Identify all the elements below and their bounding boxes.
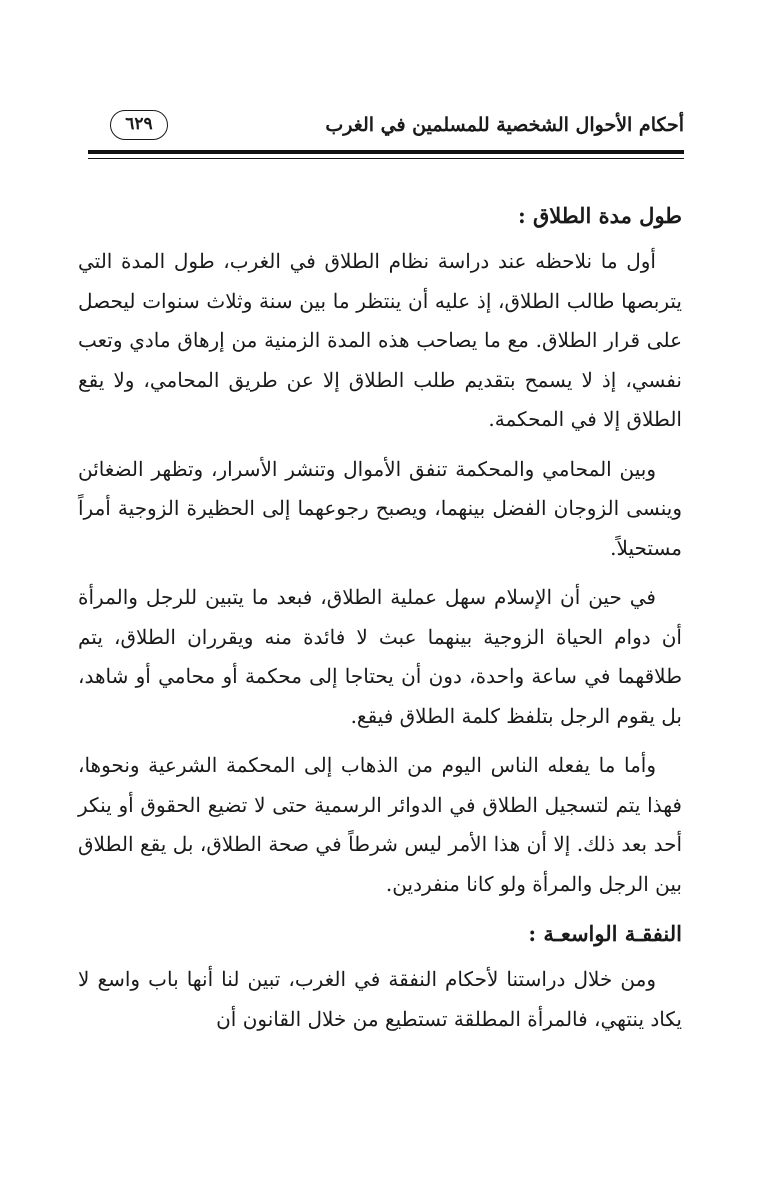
paragraph: ومن خلال دراستنا لأحكام النفقة في الغرب، تبين لنا أنها باب واسع لا يكاد ينتهي، فالمرأة المطلقة تستطيع من خلال القانون أن [78,967,682,1031]
page-body [78,196,682,1049]
header-rule-thin [88,158,684,159]
section-heading-broad-alimony: النفقـة الواسعـة : [528,921,682,946]
running-title: أحكام الأحوال الشخصية للمسلمين في الغرب [325,114,684,136]
paragraph: وبين المحامي والمحكمة تنفق الأموال وتنشر الأسرار، وتظهر الضغائن وينسى الزوجان الفضل بينهما، ويصبح رجوعهما إلى الحظيرة الزوجية أمراً مستحيلاً. [78,456,682,560]
header-rule [88,150,684,154]
paragraph: أول ما نلاحظه عند دراسة نظام الطلاق في الغرب، طول المدة التي يتربصها طالب الطلاق، إذ عليه أن ينتظر ما بين سنة وثلاث سنوات ليحصل على قرار الطلاق. مع ما يصاحب هذه المدة الزمنية من إرهاق مادي وتعب نفسي، إذ لا يسمح بتقديم طلب الطلاق إلا عن طريق المحامي، ولا يقع الطلاق إلا في المحكمة. [78,249,682,431]
section-heading-divorce-duration: طول مدة الطلاق : [517,203,682,228]
running-header [88,108,684,148]
page-number: ٦٢٩ [110,110,168,140]
paragraph: وأما ما يفعله الناس اليوم من الذهاب إلى المحكمة الشرعية ونحوها، فهذا يتم لتسجيل الطلاق في الدوائر الرسمية حتى لا تضيع الحقوق أو ينكر أحد بعد ذلك. إلا أن هذا الأمر ليس شرطاً في صحة الطلاق، بل يقع الطلاق بين الرجل والمرأة ولو كانا منفردين. [78,753,682,896]
paragraph: في حين أن الإسلام سهل عملية الطلاق، فبعد ما يتبين للرجل والمرأة أن دوام الحياة الزوجية بينهما عبث لا فائدة منه ويقرران الطلاق، يتم طلاقهما في ساعة واحدة، دون أن يحتاجا إلى محكمة أو محامي أو شاهد، بل يقوم الرجل بتلفظ كلمة الطلاق فيقع. [78,585,682,728]
